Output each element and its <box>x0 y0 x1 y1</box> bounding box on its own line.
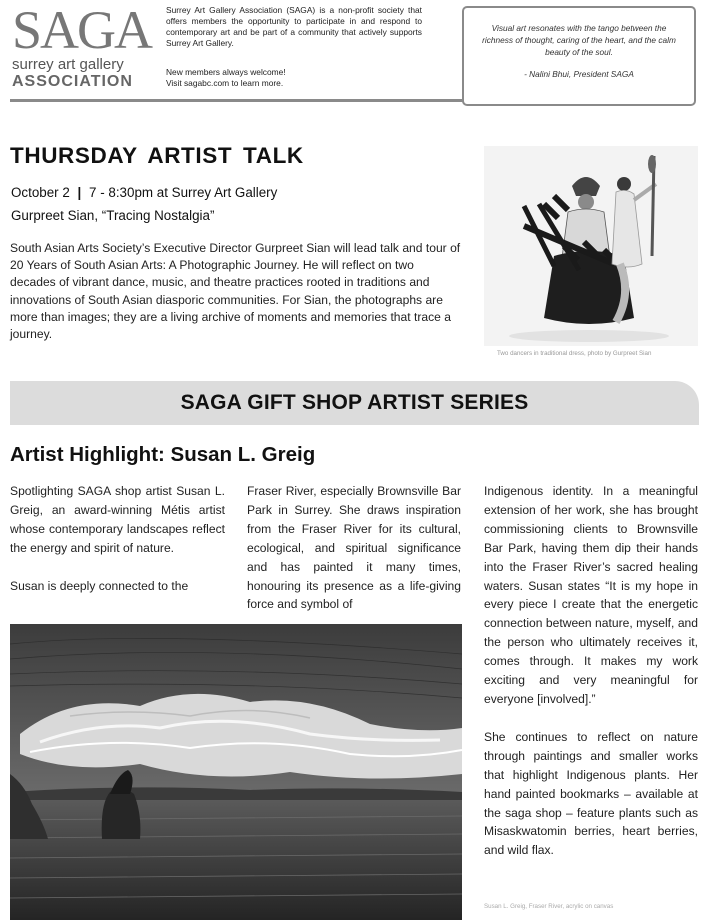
talk-title: THURSDAY ARTIST TALK <box>10 143 304 168</box>
about-saga-text: Surrey Art Gallery Association (SAGA) is a non-profit society that offers members the opportunity to participate in and respond to contemporary art and be part of a community that actively supports Surrey Art Gallery. <box>166 5 422 48</box>
artist-highlight-heading: Artist Highlight: Susan L. Greig <box>10 443 316 466</box>
article-column-1 <box>10 482 225 596</box>
talk-speaker: Gurpreet Sian, “Tracing Nostalgia” <box>11 208 215 223</box>
gift-shop-banner <box>10 381 699 425</box>
paragraph-gap <box>10 558 225 577</box>
date-separator: | <box>77 185 82 200</box>
talk-date-time <box>11 184 277 202</box>
dancers-photo <box>484 146 698 346</box>
quote-text: Visual art resonates with the tango between the richness of thought, caring of the heart, and the calm beauty of the soul. <box>482 23 676 57</box>
article-column-3 <box>484 482 698 860</box>
photo-caption: Two dancers in traditional dress, photo by Gurpreet Sian <box>497 350 652 357</box>
website-line[interactable]: Visit sagabc.com to learn more. <box>166 78 284 88</box>
talk-date: October 2 <box>11 185 70 200</box>
paragraph: Susan is deeply connected to the <box>10 578 189 593</box>
paragraph: Fraser River, especially Brownsville Bar Park in Surrey. She draws inspiration from the Fraser River for its cultural, ecological, and spiritual significance and has painted it many times, honouring its presence as a life-giving force and symbol of <box>247 484 461 612</box>
quote-attribution: - Nalini Bhui, President SAGA <box>524 69 634 79</box>
president-quote-box <box>462 6 696 106</box>
logo-subtitle: surrey art gallery <box>12 56 124 73</box>
article-column-2 <box>247 482 461 614</box>
paragraph: Spotlighting SAGA shop artist Susan L. Greig, an award-winning Métis artist whose contemporary landscapes reflect the energy and spirit of nature. <box>10 484 225 555</box>
welcome-text <box>166 67 422 89</box>
paragraph-gap <box>484 709 698 728</box>
paragraph: She continues to reflect on nature through paintings and smaller works that highlight Indigenous plants. Her hand painted bookmarks – available at the saga shop – feature plants such as Misaskwatomin berries, heart berries, and wild flax. <box>484 729 698 858</box>
logo-association: ASSOCIATION <box>12 73 133 90</box>
paragraph: Indigenous identity. In a meaningful extension of her work, she has brought commissioning clients to Brownsville Bar Park, having them dip their hands into the Fraser River’s sacred healing waters. Susan states “It is my hope in every piece I create that the energetic connection between nature, myself, and the person who ultimately receives it, comes through. It makes my work exciting and very meaningful for everyone [involved].” <box>484 484 698 706</box>
talk-time-place: 7 - 8:30pm at Surrey Art Gallery <box>89 185 278 200</box>
talk-description: South Asian Arts Society’s Executive Director Gurpreet Sian will lead talk and tour of 20 Years of South Asian Arts: A Photographic Journey. He will reflect on two decades of vibrant dance, music, and theatre practices rooted in traditions and innovations of South Asian diasporic communities. For Sian, the photographs are more than images; they are a living archive of moments and memories that trace a journey. <box>10 241 461 342</box>
saga-logo: SAGA <box>12 0 152 60</box>
fraser-river-painting <box>10 624 462 920</box>
header-divider <box>10 99 464 102</box>
welcome-line: New members always welcome! <box>166 67 286 77</box>
painting-caption: Susan L. Greig, Fraser River, acrylic on canvas <box>484 903 614 910</box>
banner-title: SAGA GIFT SHOP ARTIST SERIES <box>180 391 529 414</box>
